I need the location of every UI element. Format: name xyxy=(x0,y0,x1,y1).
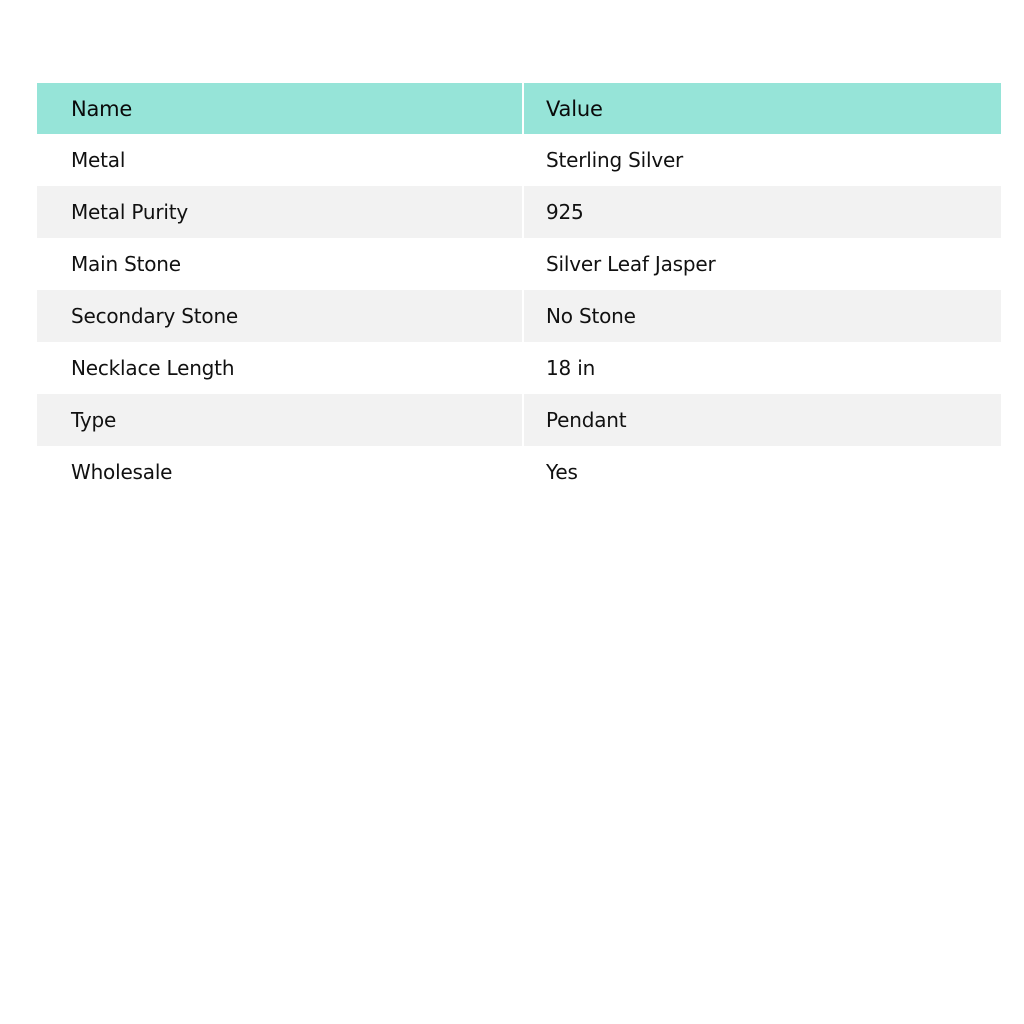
header-row xyxy=(37,83,1001,134)
row-name-cell: Secondary Stone xyxy=(37,290,523,342)
table-row xyxy=(37,290,1001,342)
table-row xyxy=(37,394,1001,446)
specifications-table xyxy=(37,83,1001,498)
row-name-cell: Metal xyxy=(71,148,126,172)
table-header xyxy=(37,83,1001,134)
table-row xyxy=(37,342,1001,394)
table-row xyxy=(37,446,1001,498)
row-value-cell: 18 in xyxy=(523,342,1001,394)
row-value-cell: No Stone xyxy=(523,290,1001,342)
table-row xyxy=(37,134,1001,186)
row-value-cell: Silver Leaf Jasper xyxy=(523,238,1001,290)
table-row xyxy=(37,186,1001,238)
table-row xyxy=(37,238,1001,290)
row-name-cell: Metal Purity xyxy=(37,186,523,238)
table-body xyxy=(37,134,1001,498)
row-value-cell: Sterling Silver xyxy=(523,134,1001,186)
column-header-name: Name xyxy=(37,83,523,134)
row-value-cell: 925 xyxy=(523,186,1001,238)
column-header-value: Value xyxy=(523,83,1001,134)
row-name-cell: Wholesale xyxy=(71,460,173,484)
row-name-cell: Type xyxy=(37,394,523,446)
row-value-cell: Yes xyxy=(523,446,1001,498)
row-value-cell: Pendant xyxy=(523,394,1001,446)
row-name-cell: Necklace Length xyxy=(71,356,235,380)
row-name-cell: Main Stone xyxy=(71,252,181,276)
